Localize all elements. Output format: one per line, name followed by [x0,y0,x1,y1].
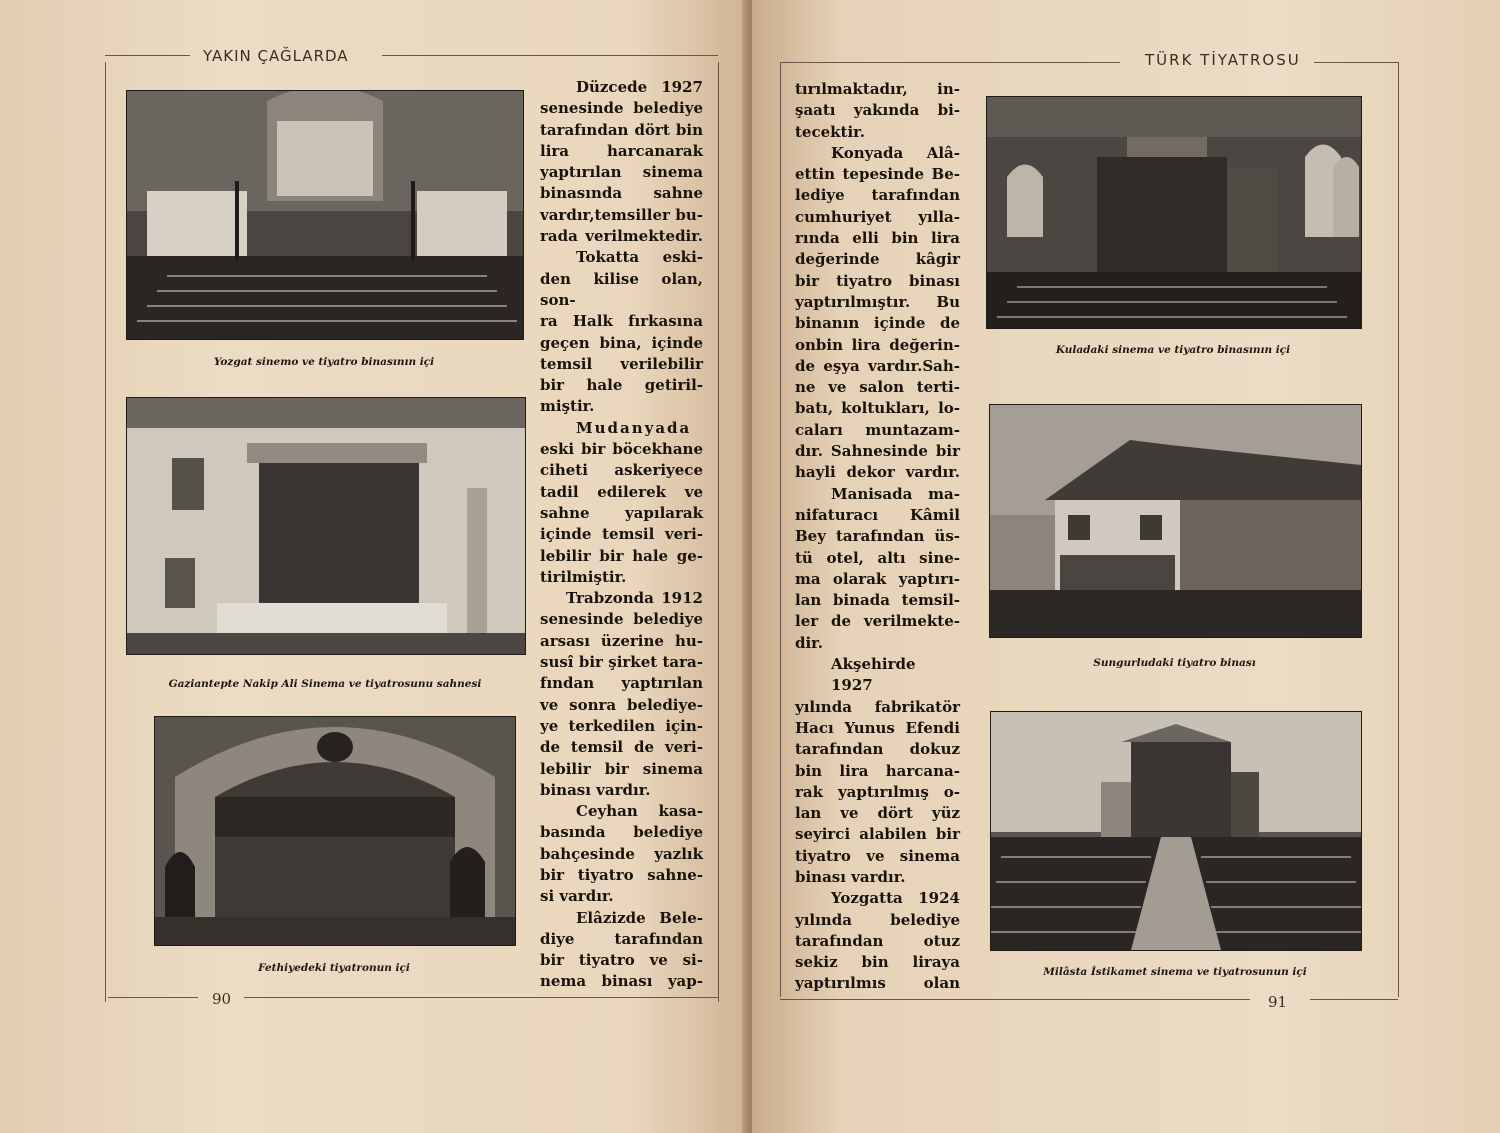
right-margin-rule [718,62,719,1002]
text-line: nema binası yap- [540,972,703,991]
text-line: Düzcede 1927 [576,78,703,96]
text-line: lira harcanarak [540,141,703,160]
left-folio: 90 [212,990,232,1008]
text-line: den kilise olan, son- [540,269,703,309]
text-line: bir tiyatro binası [795,271,960,290]
text-line: senesinde belediye [540,99,703,118]
text-line: temsil verilebilir [540,354,703,373]
text-line: ler de verilmekte- [795,612,960,631]
text-line: hayli dekor vardır. [795,463,960,482]
text-line: lebilir bir hale ge- [540,546,703,565]
building-exterior-photo-icon [990,405,1361,637]
left-page [0,0,748,1133]
text-line: içinde temsil veri- [540,525,703,544]
text-line: senesinde belediye [540,610,703,629]
text-line: binanın içinde de [795,314,960,333]
text-line: tiyatro ve sinema [795,846,960,865]
text-line: tarafından dört bin [540,120,703,139]
text-line: seyirci alabilen bir [795,825,960,844]
text-line: Manisada ma- [831,484,960,503]
text-line: yılında fabrikatör [795,697,960,716]
photo-fethiye-interior [154,716,516,946]
text-line: susî bir şirket tara- [540,653,703,672]
footer-rule-left [780,999,1250,1000]
text-line: ne ve salon terti- [795,378,960,397]
photo-milas-interior [990,711,1362,951]
text-line: yaptırılmıs olan [795,974,960,993]
text-line: si vardır. [540,887,614,906]
text-line: yaptırılmıştır. Bu [795,292,960,311]
text-line: fından yaptırılan [540,674,703,693]
text-line: Trabzonda 1912 [566,589,703,608]
text-line: tirilmiştir. [540,567,627,586]
right-running-head: TÜRK TİYATROSU [1145,51,1301,69]
left-margin-rule [780,62,781,997]
text-line: yılında belediye [795,910,960,929]
text-line: rak yaptırılmış o- [795,782,960,801]
left-margin-rule [105,62,106,1002]
text-line: tecektir. [795,122,865,141]
text-line: bin lira harcana- [795,761,960,780]
left-text-column [540,77,703,993]
text-line: lebilir bir sinema [540,759,703,778]
text-line: lan binada temsil- [795,591,960,610]
text-line: bahçesinde yazlık [540,844,703,863]
text-line: Ceyhan kasa- [576,802,703,821]
footer-rule-right [1310,999,1398,1000]
text-line: lan ve dört yüz [795,804,960,823]
left-running-head: YAKIN ÇAĞLARDA [203,47,349,65]
caption-milas: Milâsta İstikamet sinema ve tiyatrosunun içi [1043,966,1307,978]
text-line: de eşya vardır.Sah- [795,356,960,375]
photo-yozgat-interior [126,90,524,340]
text-line: dir. [795,633,823,652]
text-line: Hacı Yunus Efendi [795,718,960,737]
text-line: bir tiyatro sahne- [540,865,703,884]
text-line: tarafından otuz [795,931,960,950]
text-line: sekiz bin liraya [795,953,960,972]
text-line: ve sonra belediye- [540,695,703,714]
text-line: binası vardır. [540,780,651,799]
text-line: ciheti askeriyece [540,461,703,480]
header-rule-right [1314,62,1398,63]
header-rule-right [382,55,718,56]
text-line: rında elli bin lira [795,229,960,248]
text-line: arsası üzerine hu- [540,631,703,650]
photo-sungurlu-building [989,404,1362,638]
text-line: diye tarafından [540,929,703,948]
text-line: dır. Sahnesinde bir [795,442,960,461]
caption-gaziantep: Gaziantepte Nakip Ali Sinema ve tiyatrosunu sahnesi [168,678,482,690]
photo-kula-interior [986,96,1362,329]
text-line: değerinde kâgir [795,250,960,269]
text-line: batı, koltukları, lo- [795,399,960,418]
text-line: vardır,temsiller bu- [540,205,703,224]
text-line: binası vardır. [795,867,906,886]
text-line: Yozgatta 1924 [831,889,960,908]
text-line: yaptırılan sinema [540,163,703,182]
text-line: lediye tarafından [795,186,960,205]
text-line: sahne yapılarak [540,503,703,522]
text-line: Bey tarafından üs- [795,527,960,546]
text-line: şaatı yakında bi- [795,101,960,120]
caption-sungurlu: Sungurludaki tiyatro binası [1093,657,1256,669]
footer-rule-left [108,997,198,998]
text-line: de temsil de veri- [540,738,703,757]
caption-fethiye: Fethiyedeki tiyatronun içi [258,962,410,974]
seating-hall-photo-icon [991,712,1361,950]
caption-kula: Kuladaki sinema ve tiyatro binasının içi [1055,344,1291,356]
right-text-column [795,79,960,995]
text-line: Konyada Alâ- [831,143,960,162]
text-line: ettin tepesinde Be- [795,165,960,184]
text-line: tarafından dokuz [795,740,960,759]
right-folio: 91 [1268,993,1288,1011]
text-line: rada verilmektedir. [540,227,703,246]
text-line: caları muntazam- [795,420,960,439]
text-line: binasında sahne [540,184,703,203]
right-margin-rule [1398,62,1399,997]
vaulted-hall-photo-icon [155,717,515,945]
auditorium-stage-photo-icon [987,97,1361,328]
text-line: cumhuriyet yılla- [795,207,960,226]
header-rule-left [105,55,190,56]
right-page [752,0,1500,1133]
photo-gaziantep-stage [126,397,526,655]
auditorium-interior-photo-icon [127,91,523,339]
text-line: Tokatta eski- [576,248,703,267]
text-line: miştir. [540,397,595,416]
text-line: ra Halk fırkasına [540,312,703,331]
text-line: tadil edilerek ve [540,482,703,501]
text-line: ma olarak yaptırı- [795,569,960,588]
text-line: bir tiyatro ve si- [540,951,703,970]
footer-rule-right [244,997,718,998]
text-line: Elâzizde Bele- [576,908,703,927]
text-line: bir hale getiril- [540,376,703,395]
text-line: tırılmaktadır, in- [795,80,960,98]
text-line: basında belediye [540,823,703,842]
text-line: Akşehirde 1927 [831,655,916,695]
text-line: nifaturacı Kâmil [795,505,960,524]
text-line: Mudanyada [576,418,692,437]
header-rule-left [780,62,1120,63]
text-line: geçen bina, içinde [540,333,703,352]
text-line: eski bir böcekhane [540,440,703,459]
stage-photo-icon [127,398,525,654]
text-line: ye terkedilen için- [540,716,703,735]
caption-yozgat: Yozgat sinemo ve tiyatro binasının içi [213,356,435,368]
text-line: onbin lira değerin- [795,335,960,354]
text-line: tü otel, altı sine- [795,548,960,567]
